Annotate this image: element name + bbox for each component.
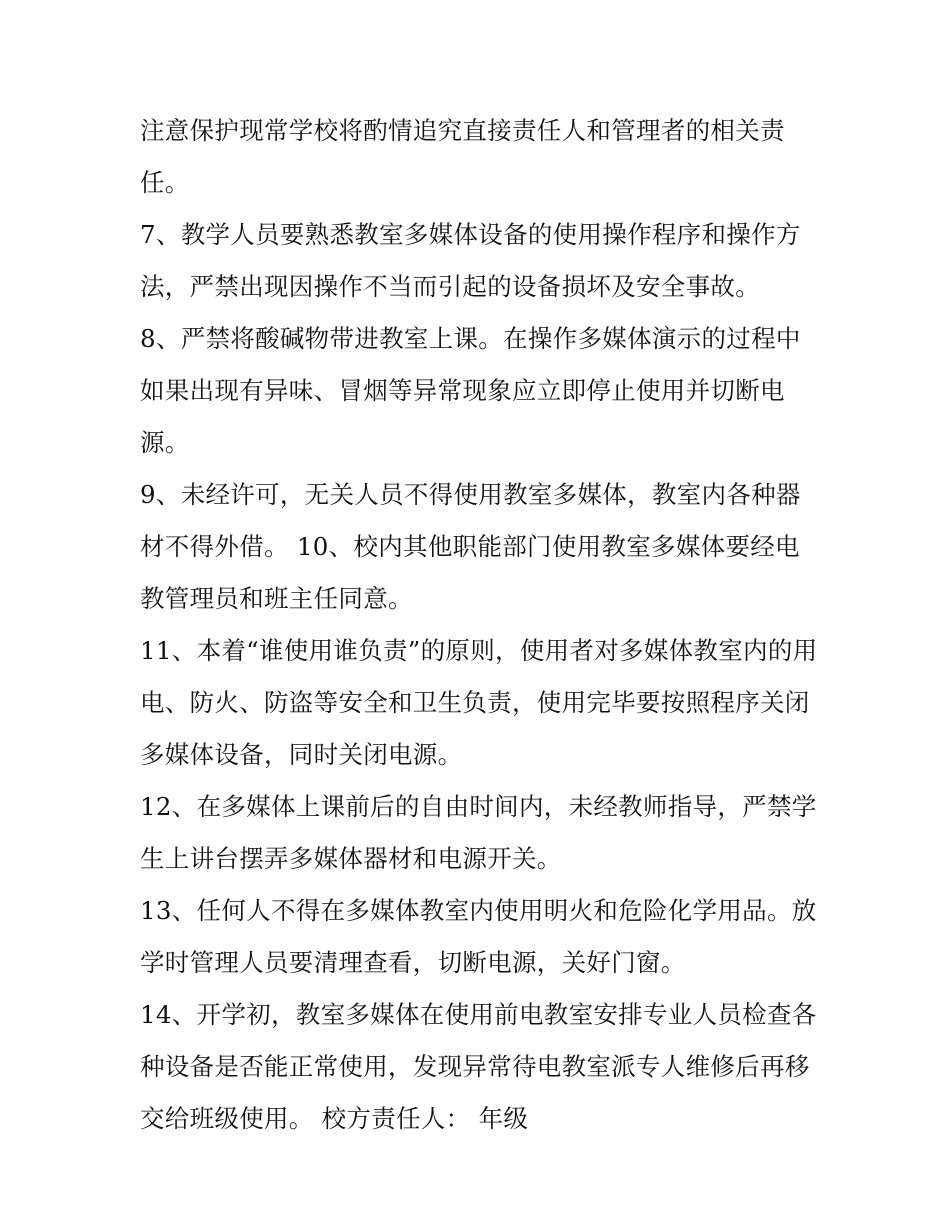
text-line: 材不得外借。 10、校内其他职能部门使用教室多媒体要经电 — [140, 532, 800, 561]
text-line: 学时管理人员要清理查看，切断电源，关好门窗。 — [140, 948, 686, 977]
text-line: 8、严禁将酸碱物带进教室上课。在操作多媒体演示的过程中 — [140, 324, 801, 353]
text-line: 7、教学人员要熟悉教室多媒体设备的使用操作程序和操作方 — [140, 220, 801, 249]
text-line: 教管理员和班主任同意。 — [140, 584, 413, 613]
text-line: 生上讲台摆弄多媒体器材和电源开关。 — [140, 844, 562, 873]
text-line: 9、未经许可，无关人员不得使用教室多媒体，教室内各种器 — [140, 480, 801, 509]
text-line: 11、本着“谁使用谁负责”的原则，使用者对多媒体教室内的用 — [140, 636, 818, 665]
text-line: 法，严禁出现因操作不当而引起的设备损坏及安全事故。 — [140, 272, 760, 301]
text-line: 电、防火、防盗等安全和卫生负责，使用完毕要按照程序关闭 — [140, 688, 810, 717]
text-line: 多媒体设备，同时关闭电源。 — [140, 740, 463, 769]
text-line: 任。 — [140, 168, 190, 197]
document-body — [140, 105, 830, 1145]
text-line: 注意保护现常学校将酌情追究直接责任人和管理者的相关责 — [140, 116, 785, 145]
text-line: 13、任何人不得在多媒体教室内使用明火和危险化学用品。放 — [140, 896, 817, 925]
text-line: 如果出现有异味、冒烟等异常现象应立即停止使用并切断电 — [140, 376, 785, 405]
text-line: 14、开学初，教室多媒体在使用前电教室安排专业人员检查各 — [140, 1000, 817, 1029]
text-line: 交给班级使用。 校方责任人： 年级 — [140, 1104, 529, 1133]
text-line: 源。 — [140, 428, 190, 457]
text-line: 种设备是否能正常使用，发现异常待电教室派专人维修后再移 — [140, 1052, 810, 1081]
text-line: 12、在多媒体上课前后的自由时间内，未经教师指导，严禁学 — [140, 792, 817, 821]
